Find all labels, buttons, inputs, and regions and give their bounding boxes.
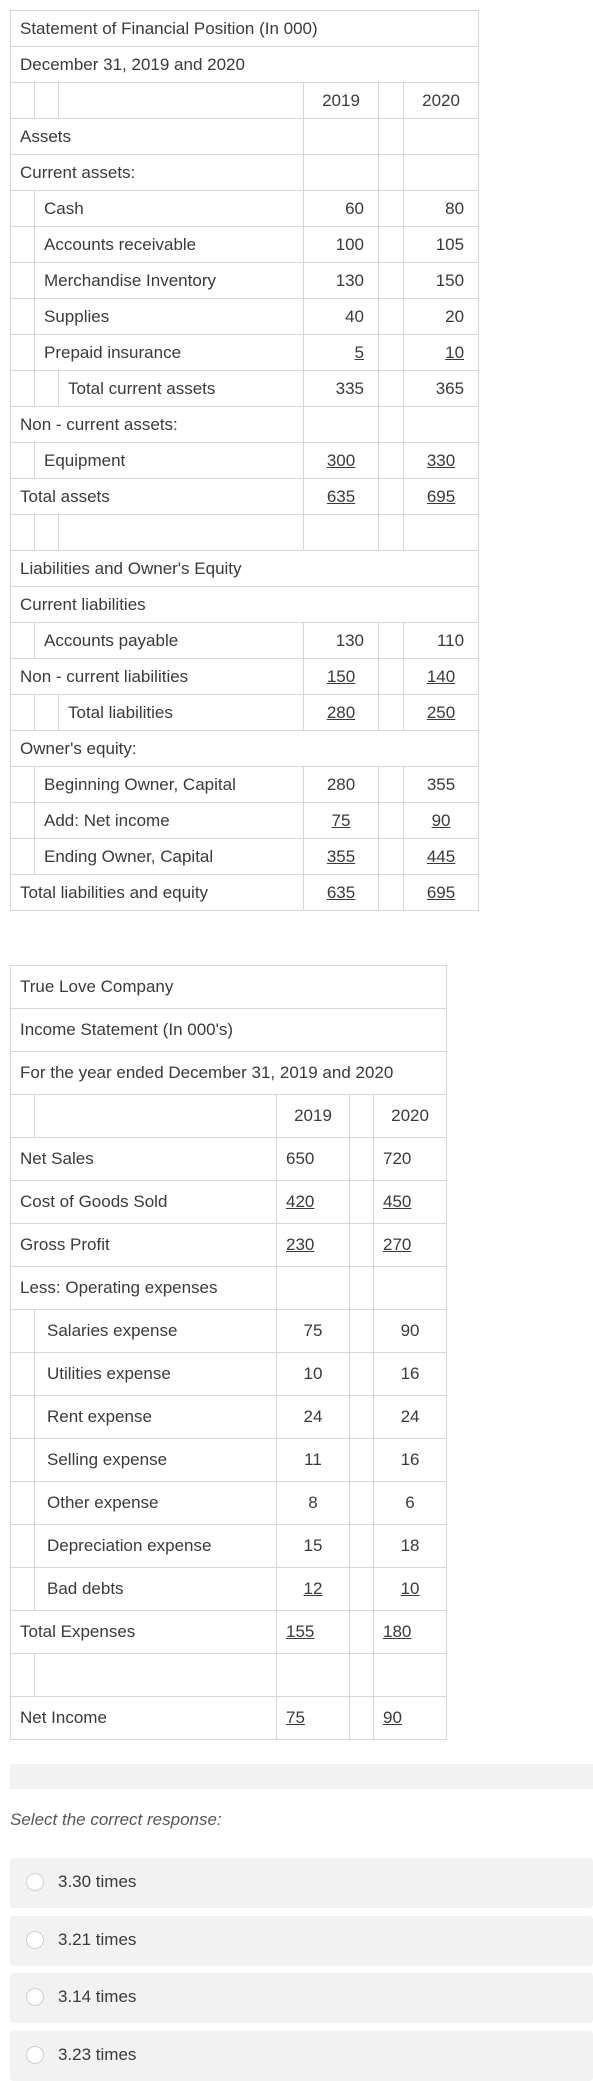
value-2020: 110	[404, 623, 479, 659]
empty-cell	[304, 119, 379, 155]
empty-cell	[379, 443, 404, 479]
statement-period: For the year ended December 31, 2019 and 2020	[11, 1052, 447, 1095]
empty-cell	[11, 1396, 35, 1439]
empty-cell	[350, 1181, 374, 1224]
value-2019-cell	[277, 1611, 350, 1654]
table-row	[11, 1138, 447, 1181]
value-2019: 75	[286, 1708, 305, 1727]
row-label: Depreciation expense	[35, 1525, 277, 1568]
row-label: Net Income	[11, 1697, 277, 1740]
value-2019-cell	[304, 443, 379, 479]
value-2020-cell	[404, 803, 479, 839]
empty-cell	[304, 515, 379, 551]
row-label: Merchandise Inventory	[35, 263, 304, 299]
value-2019: 355	[326, 846, 356, 866]
year-header-2019: 2019	[277, 1095, 350, 1138]
empty-cell	[11, 335, 35, 371]
table-row	[11, 1310, 447, 1353]
row-label: Beginning Owner, Capital	[35, 767, 304, 803]
empty-cell	[35, 371, 59, 407]
empty-cell	[350, 1310, 374, 1353]
table-row	[11, 299, 479, 335]
table-row	[11, 515, 479, 551]
empty-cell	[379, 479, 404, 515]
value-2020-cell	[404, 443, 479, 479]
empty-cell	[11, 839, 35, 875]
empty-cell	[379, 803, 404, 839]
value-2020: 330	[426, 450, 456, 470]
empty-cell	[379, 695, 404, 731]
value-2020-cell	[404, 659, 479, 695]
empty-cell	[11, 1654, 35, 1697]
empty-cell	[374, 1267, 447, 1310]
row-label: Selling expense	[35, 1439, 277, 1482]
empty-cell	[379, 299, 404, 335]
value-2019-cell	[304, 875, 379, 911]
value-2020-cell	[374, 1181, 447, 1224]
table-row	[11, 1095, 447, 1138]
value-2019: 230	[286, 1235, 315, 1254]
table-row	[11, 1611, 447, 1654]
empty-cell	[11, 803, 35, 839]
row-label: Net Sales	[11, 1138, 277, 1181]
value-2020: 24	[374, 1396, 447, 1439]
section-label: Current liabilities	[11, 587, 479, 623]
value-2019: 40	[304, 299, 379, 335]
value-2020: 10	[400, 1579, 420, 1598]
row-label: Total Expenses	[11, 1611, 277, 1654]
empty-cell	[304, 155, 379, 191]
value-2020: 150	[404, 263, 479, 299]
value-2019: 12	[303, 1579, 323, 1598]
table-row	[11, 623, 479, 659]
row-label: Utilities expense	[35, 1353, 277, 1396]
row-label: Non - current liabilities	[11, 659, 304, 695]
radio-button[interactable]	[26, 1988, 44, 2006]
empty-cell	[11, 1353, 35, 1396]
value-2019-cell	[304, 335, 379, 371]
empty-cell	[304, 407, 379, 443]
empty-cell	[11, 1568, 35, 1611]
answer-option-label: 3.30 times	[58, 1872, 137, 1891]
value-2020-cell	[374, 1568, 447, 1611]
row-label: Supplies	[35, 299, 304, 335]
value-2019-cell	[277, 1224, 350, 1267]
empty-cell	[277, 1267, 350, 1310]
value-2020: 90	[431, 810, 451, 830]
table-row	[11, 227, 479, 263]
empty-cell	[379, 191, 404, 227]
value-2019-cell	[304, 659, 379, 695]
section-label: Non - current assets:	[11, 407, 304, 443]
row-label: Salaries expense	[35, 1310, 277, 1353]
table-row	[11, 119, 479, 155]
value-2019: 335	[304, 371, 379, 407]
empty-cell	[350, 1095, 374, 1138]
value-2019: 420	[286, 1192, 315, 1211]
value-2020-cell	[374, 1611, 447, 1654]
value-2019: 11	[277, 1439, 350, 1482]
row-label: Other expense	[35, 1482, 277, 1525]
table-row	[11, 875, 479, 911]
empty-cell	[11, 1525, 35, 1568]
empty-cell	[11, 515, 35, 551]
row-label: Cash	[35, 191, 304, 227]
empty-cell	[11, 695, 35, 731]
separator-bar	[10, 1764, 593, 1789]
empty-cell	[379, 623, 404, 659]
value-2020: 250	[426, 702, 456, 722]
section-label: Assets	[11, 119, 304, 155]
table-row	[11, 839, 479, 875]
empty-cell	[350, 1482, 374, 1525]
value-2020: 105	[404, 227, 479, 263]
value-2019: 24	[277, 1396, 350, 1439]
empty-cell	[379, 407, 404, 443]
value-2019: 100	[304, 227, 379, 263]
value-2020: 445	[426, 846, 456, 866]
empty-cell	[379, 767, 404, 803]
table-row	[11, 1267, 447, 1310]
empty-cell	[11, 1095, 35, 1138]
empty-cell	[350, 1611, 374, 1654]
answer-option[interactable]	[10, 1916, 593, 1966]
value-2019: 280	[326, 702, 356, 722]
value-2019: 5	[354, 342, 364, 362]
empty-cell	[11, 767, 35, 803]
row-label: Total liabilities and equity	[11, 875, 304, 911]
empty-cell	[379, 839, 404, 875]
value-2020: 695	[426, 882, 456, 902]
value-2020: 10	[445, 342, 465, 362]
empty-cell	[379, 875, 404, 911]
answer-option[interactable]	[10, 1973, 593, 2023]
table-row	[11, 695, 479, 731]
empty-cell	[379, 335, 404, 371]
value-2020: 695	[426, 486, 456, 506]
value-2019: 8	[277, 1482, 350, 1525]
empty-cell	[404, 515, 479, 551]
value-2020: 18	[374, 1525, 447, 1568]
value-2020: 20	[404, 299, 479, 335]
answer-option[interactable]	[10, 1858, 593, 1908]
value-2019-cell	[304, 695, 379, 731]
value-2019-cell	[304, 479, 379, 515]
empty-cell	[350, 1697, 374, 1740]
year-header-2020: 2020	[374, 1095, 447, 1138]
value-2020-cell	[404, 875, 479, 911]
empty-cell	[59, 515, 304, 551]
value-2020-cell	[404, 479, 479, 515]
table-row	[11, 1009, 447, 1052]
value-2019: 650	[277, 1138, 350, 1181]
income-statement-table	[10, 965, 447, 1740]
empty-cell	[350, 1568, 374, 1611]
question-prompt: Select the correct response:	[10, 1810, 222, 1829]
year-header-2019: 2019	[304, 83, 379, 119]
table-row	[11, 587, 479, 623]
statement-date: December 31, 2019 and 2020	[11, 47, 479, 83]
empty-cell	[59, 83, 304, 119]
table-row	[11, 1697, 447, 1740]
value-2019: 130	[304, 263, 379, 299]
statement-title: Statement of Financial Position (In 000)	[11, 11, 479, 47]
table-row	[11, 443, 479, 479]
radio-button[interactable]	[26, 2046, 44, 2064]
value-2020: 180	[383, 1622, 412, 1641]
table-row	[11, 1224, 447, 1267]
value-2019-cell	[277, 1697, 350, 1740]
value-2019: 155	[286, 1622, 315, 1641]
table-row	[11, 659, 479, 695]
answer-option-label: 3.21 times	[58, 1930, 137, 1949]
value-2019: 60	[304, 191, 379, 227]
section-label: Liabilities and Owner's Equity	[11, 551, 479, 587]
value-2020: 140	[426, 666, 456, 686]
value-2019: 635	[326, 486, 356, 506]
empty-cell	[350, 1224, 374, 1267]
value-2020: 16	[374, 1353, 447, 1396]
table-row	[11, 1181, 447, 1224]
value-2020: 90	[383, 1708, 402, 1727]
table-row	[11, 155, 479, 191]
empty-cell	[11, 263, 35, 299]
value-2019: 75	[331, 810, 351, 830]
table-row	[11, 1396, 447, 1439]
row-label: Total current assets	[59, 371, 304, 407]
empty-cell	[11, 227, 35, 263]
empty-cell	[350, 1353, 374, 1396]
row-label: Accounts payable	[35, 623, 304, 659]
table-row	[11, 1353, 447, 1396]
empty-cell	[379, 263, 404, 299]
table-row	[11, 479, 479, 515]
value-2019: 150	[326, 666, 356, 686]
table-row	[11, 1525, 447, 1568]
row-label: Add: Net income	[35, 803, 304, 839]
radio-button[interactable]	[26, 1931, 44, 1949]
empty-cell	[35, 695, 59, 731]
row-label: Bad debts	[35, 1568, 277, 1611]
row-label: Cost of Goods Sold	[11, 1181, 277, 1224]
row-label: Accounts receivable	[35, 227, 304, 263]
empty-cell	[11, 623, 35, 659]
empty-cell	[35, 83, 59, 119]
empty-cell	[11, 83, 35, 119]
empty-cell	[11, 1482, 35, 1525]
radio-button[interactable]	[26, 1873, 44, 1891]
empty-cell	[379, 227, 404, 263]
empty-cell	[379, 83, 404, 119]
value-2019-cell	[277, 1181, 350, 1224]
table-row	[11, 191, 479, 227]
empty-cell	[379, 659, 404, 695]
row-label: Ending Owner, Capital	[35, 839, 304, 875]
empty-cell	[379, 371, 404, 407]
value-2020: 365	[404, 371, 479, 407]
table-row	[11, 1568, 447, 1611]
value-2020: 270	[383, 1235, 412, 1254]
empty-cell	[350, 1267, 374, 1310]
value-2019: 300	[326, 450, 356, 470]
value-2019: 280	[304, 767, 379, 803]
row-label: Equipment	[35, 443, 304, 479]
value-2020-cell	[404, 839, 479, 875]
company-name: True Love Company	[11, 966, 447, 1009]
empty-cell	[350, 1138, 374, 1181]
empty-cell	[11, 299, 35, 335]
empty-cell	[379, 155, 404, 191]
table-row	[11, 551, 479, 587]
year-header-2020: 2020	[404, 83, 479, 119]
value-2019: 635	[326, 882, 356, 902]
table-row	[11, 83, 479, 119]
value-2020: 90	[374, 1310, 447, 1353]
value-2020-cell	[374, 1697, 447, 1740]
table-row	[11, 407, 479, 443]
empty-cell	[379, 119, 404, 155]
table-row	[11, 1654, 447, 1697]
empty-cell	[374, 1654, 447, 1697]
empty-cell	[35, 515, 59, 551]
value-2019: 10	[277, 1353, 350, 1396]
statement-title: Income Statement (In 000's)	[11, 1009, 447, 1052]
value-2019: 75	[277, 1310, 350, 1353]
empty-cell	[11, 191, 35, 227]
section-label: Owner's equity:	[11, 731, 479, 767]
empty-cell	[35, 1095, 277, 1138]
empty-cell	[35, 1654, 277, 1697]
value-2020: 720	[374, 1138, 447, 1181]
value-2020-cell	[374, 1224, 447, 1267]
table-row	[11, 263, 479, 299]
row-label: Total liabilities	[59, 695, 304, 731]
balance-sheet-table	[10, 10, 479, 911]
value-2020: 6	[374, 1482, 447, 1525]
value-2020: 450	[383, 1192, 412, 1211]
table-row	[11, 371, 479, 407]
row-label: Rent expense	[35, 1396, 277, 1439]
value-2019-cell	[277, 1568, 350, 1611]
row-label: Gross Profit	[11, 1224, 277, 1267]
empty-cell	[350, 1654, 374, 1697]
value-2019: 130	[304, 623, 379, 659]
table-row	[11, 803, 479, 839]
answer-option-label: 3.23 times	[58, 2045, 137, 2064]
section-label: Less: Operating expenses	[11, 1267, 277, 1310]
value-2019: 15	[277, 1525, 350, 1568]
table-row	[11, 731, 479, 767]
value-2019-cell	[304, 839, 379, 875]
section-label: Current assets:	[11, 155, 304, 191]
table-row	[11, 335, 479, 371]
empty-cell	[277, 1654, 350, 1697]
value-2019-cell	[304, 803, 379, 839]
answer-option-label: 3.14 times	[58, 1987, 137, 2006]
row-label: Prepaid insurance	[35, 335, 304, 371]
value-2020: 355	[404, 767, 479, 803]
empty-cell	[404, 119, 479, 155]
empty-cell	[11, 371, 35, 407]
value-2020-cell	[404, 695, 479, 731]
empty-cell	[350, 1525, 374, 1568]
value-2020: 16	[374, 1439, 447, 1482]
empty-cell	[350, 1396, 374, 1439]
empty-cell	[404, 155, 479, 191]
empty-cell	[11, 443, 35, 479]
table-row	[11, 1052, 447, 1095]
empty-cell	[350, 1439, 374, 1482]
empty-cell	[11, 1310, 35, 1353]
table-row	[11, 767, 479, 803]
table-row	[11, 47, 479, 83]
empty-cell	[404, 407, 479, 443]
empty-cell	[11, 1439, 35, 1482]
row-label: Total assets	[11, 479, 304, 515]
table-row	[11, 1439, 447, 1482]
table-row	[11, 966, 447, 1009]
empty-cell	[379, 515, 404, 551]
table-row	[11, 11, 479, 47]
table-row	[11, 1482, 447, 1525]
value-2020: 80	[404, 191, 479, 227]
value-2020-cell	[404, 335, 479, 371]
